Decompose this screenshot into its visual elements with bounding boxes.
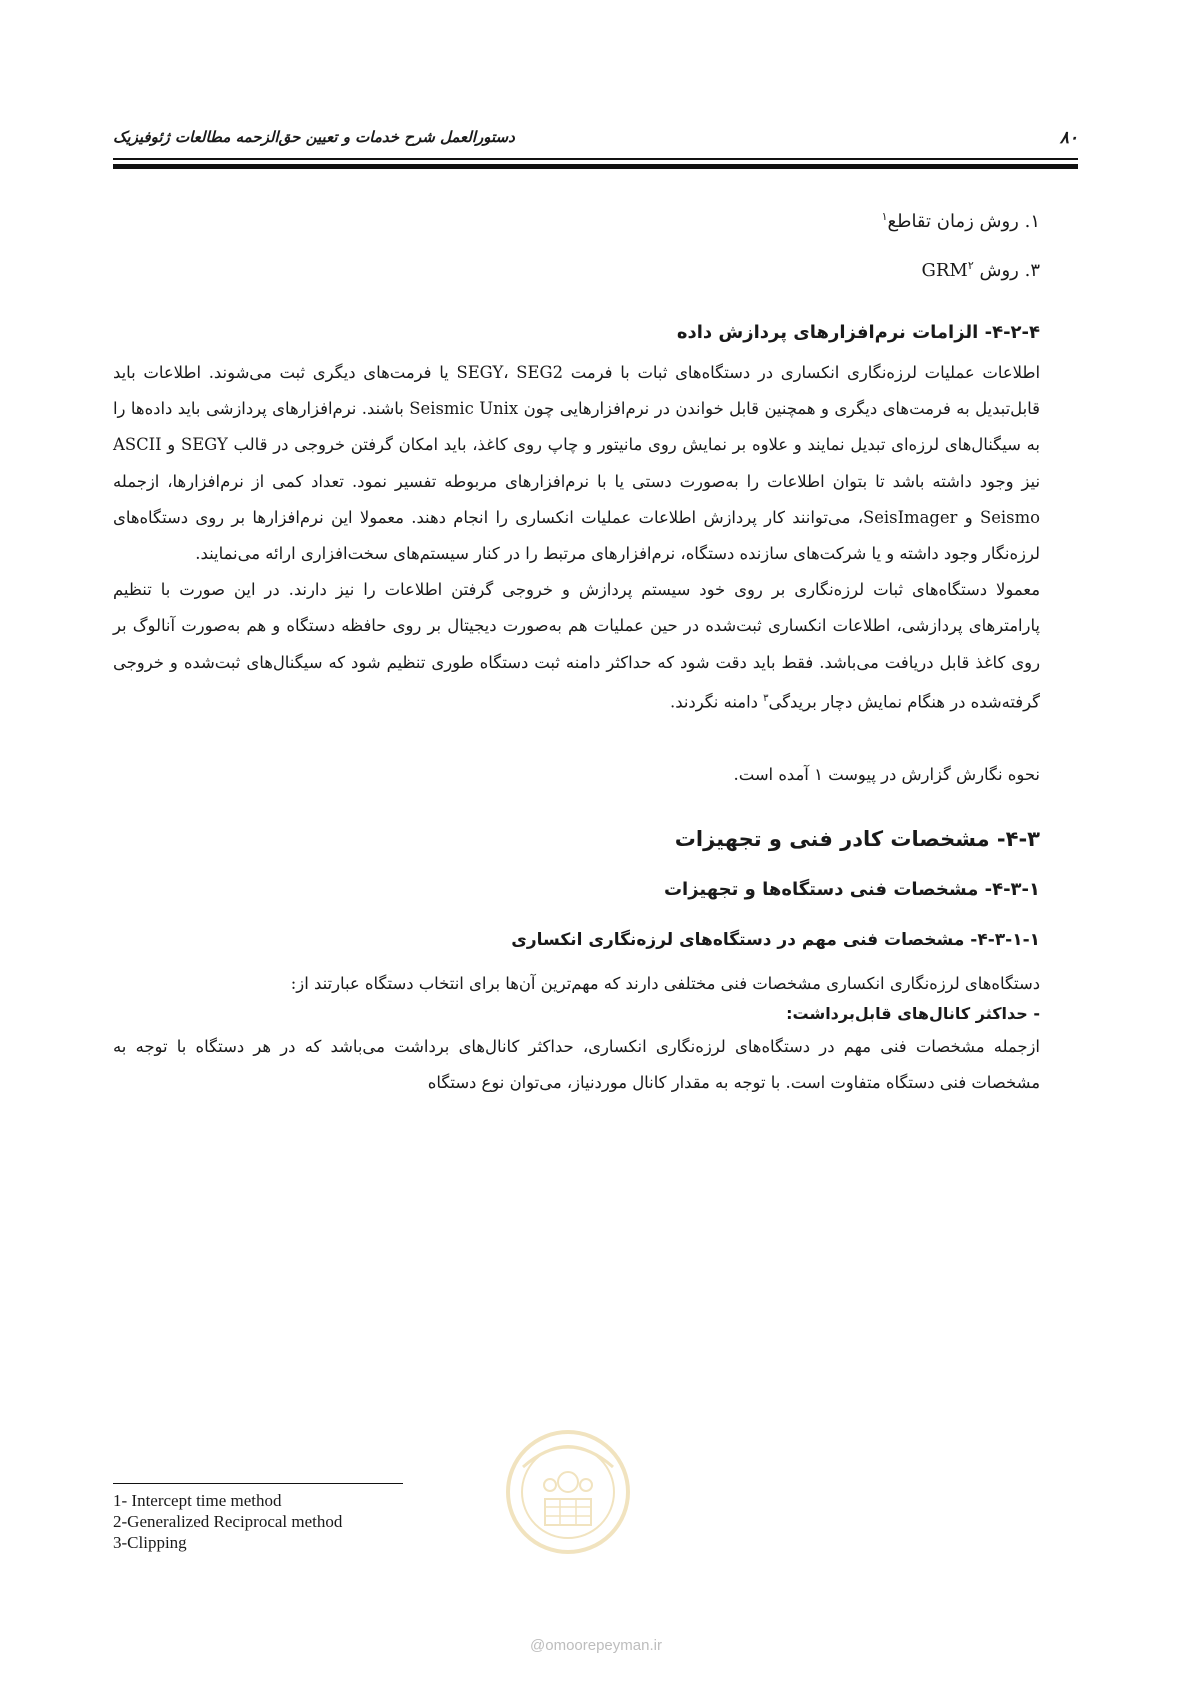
paragraph-recorder-end: دامنه نگردند. <box>670 692 764 712</box>
watermark-logo-icon <box>503 1427 633 1557</box>
page-body <box>113 190 1040 1101</box>
page-number: ۸۰ <box>1059 128 1078 148</box>
paragraph-max-channels: ازجمله مشخصات فنی مهم در دستگاه‌های لرزه‌نگاری انکساری، حداکثر کانال‌های برداشت می‌باشد که در هر دستگاه با توجه به مشخصات فنی دستگاه متفاوت است. با توجه به مقدار کانال موردنیاز، می‌توان نوع دستگاه <box>113 1036 1040 1093</box>
spacer <box>113 721 1040 757</box>
list-item-1 <box>113 200 1040 239</box>
footnote-1: 1- Intercept time method <box>113 1491 282 1510</box>
paragraph-device-specs-intro: دستگاه‌های لرزه‌نگاری انکساری مشخصات فنی مختلفی دارند که مهم‌ترین آن‌ها برای انتخاب دستگاه عبارتند از: <box>290 973 1040 993</box>
footnotes <box>113 1490 342 1553</box>
paragraph-recorder-processing <box>113 572 1040 720</box>
watermark-site: @omoorepeyman.ir <box>530 1637 662 1654</box>
footnote-rule <box>113 1483 403 1484</box>
footnote-ref-3: ۳ <box>763 692 769 704</box>
bullet-max-channels: - حداکثر کانال‌های قابل‌برداشت: <box>786 1003 1040 1023</box>
paragraph-software-formats: اطلاعات عملیات لرزه‌نگاری انکساری در دستگاه‌های ثبات با فرمت SEGY، SEG2 یا فرمت‌های دیگری ثبت می‌شوند. اطلاعات باید قابل‌تبدیل به فرمت‌های دیگری و همچنین قابل خواندن در نرم‌افزارهایی چون Seismic Unix باشند. نرم‌افزارهای پردازشی باید داده‌ها را به سیگنال‌های لرزه‌ای تبدیل نمایند و علاوه بر نمایش روی مانیتور و چاپ روی کاغذ، باید امکان گرفتن خروجی در قالب SEGY و ASCII نیز وجود داشته باشد تا بتوان اطلاعات را به‌صورت دستی یا با نرم‌افزارهای مربوطه تفسیر نمود. تعداد کمی از نرم‌افزارها، ازجمله Seismo و SeisImager، می‌توانند کار پردازش اطلاعات عملیات انکساری را انجام دهند. معمولا این نرم‌افزارها بر روی دستگاه‌های لرزه‌نگار وجود داشته و یا شرکت‌های سازنده دستگاه، نرم‌افزارهای مرتبط را در کنار سیستم‌های سخت‌افزاری ارائه می‌نمایند. <box>113 363 1040 564</box>
paragraph-recorder-text: معمولا دستگاه‌های ثبات لرزه‌نگاری بر روی خود سیستم پردازش و خروجی گرفتن اطلاعات را نیز دارند. در این صورت با تنظیم پارامترهای پردازشی، اطلاعات انکساری ثبت‌شده در حین عملیات هم به‌صورت دیجیتال بر روی حافظه دستگاه و هم به‌صورت آنالوگ بر روی کاغذ قابل دریافت می‌باشد. فقط باید دقت شود که حداکثر دامنه ثبت دستگاه طوری تنظیم شود که سیگنال‌های ثبت‌شده و خروجی گرفته‌شده در هنگام نمایش دچار بریدگی <box>113 580 1040 712</box>
list-item-3-text: ۳. روش GRM <box>921 260 1040 281</box>
paragraph-report-appendix: نحوه نگارش گزارش در پیوست ۱ آمده است. <box>733 764 1040 784</box>
header-rule-thick <box>113 164 1078 169</box>
footnote-ref-2: ۲ <box>967 259 974 272</box>
page-header <box>113 128 1078 152</box>
running-title: دستورالعمل شرح خدمات و تعیین حق‌الزحمه مطالعات ژئوفیزیک <box>113 128 515 146</box>
footnote-3: 3-Clipping <box>113 1533 187 1552</box>
list-item-3 <box>113 249 1040 288</box>
section-heading-4-3-1-1: ۴-۳-۱-۱- مشخصات فنی مهم در دستگاه‌های لرزه‌نگاری انکساری <box>511 929 1040 950</box>
section-heading-4-3: ۴-۳- مشخصات کادر فنی و تجهیزات <box>674 826 1040 851</box>
list-item-1-text: ۱. روش زمان تقاطع <box>887 211 1040 232</box>
section-heading-4-2-4: ۴-۲-۴- الزامات نرم‌افزارهای پردازش داده <box>676 322 1040 343</box>
section-heading-4-3-1: ۴-۳-۱- مشخصات فنی دستگاه‌ها و تجهیزات <box>663 878 1040 900</box>
spacer <box>113 793 1040 827</box>
footnote-2: 2-Generalized Reciprocal method <box>113 1512 343 1531</box>
header-rule-thin <box>113 158 1078 160</box>
footnote-ref-1: ۱ <box>881 210 888 223</box>
